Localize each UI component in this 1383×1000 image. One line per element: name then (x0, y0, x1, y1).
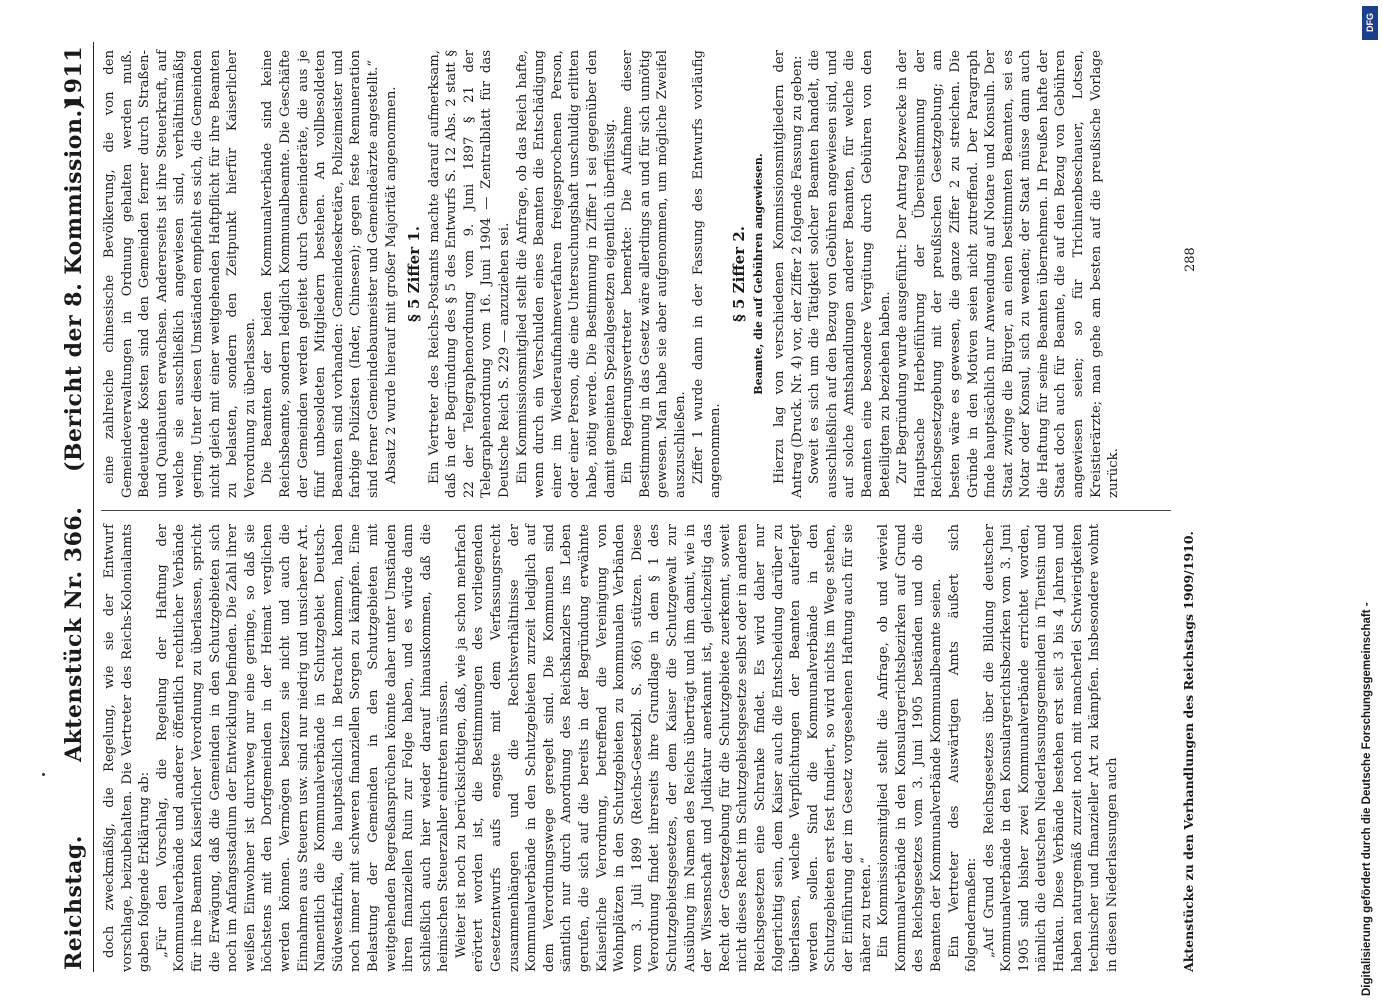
section-heading: § 5 Ziffer 1. (405, 226, 424, 323)
paragraph: Hierzu lag von verschiedenen Kommissionsmitgliedern der Antrag (Druck. Nr. 4) vor, der Ziffer 2 folgende Fassung zu geben: (771, 50, 805, 498)
section-heading: § 5 Ziffer 2. (729, 226, 748, 323)
paragraph: Ziffer 1 wurde dann in der Fassung des Entwurfs vorläufig angenommen. (690, 50, 724, 498)
footer-page-number: 288 (1183, 247, 1198, 272)
column-divider (101, 510, 1171, 511)
left-column (101, 524, 1181, 972)
paragraph: Ein Regierungsvertreter bemerkte: Die Aufnahme dieser Bestimmung in das Gesetz wäre allerdings an und für sich unnötig gewesen. Man habe sie aber aufgenommen, um mögliche Zweifel auszuschließen. (620, 50, 688, 498)
digitization-credit (1355, 6, 1379, 996)
paragraph: Ein Kommissionsmitglied stellt die Anfrage, ob das Reich hafte, wenn durch ein Verschulden eines Beamten die Entschädigung einer im Wiederaufnahmeverfahren freigesprochenen Person, oder einer Person, die eine Untersuchungshaft unschuldig erlitten habe, nötig werde. Die Bestimmung in Ziffer 1 sei gegenüber den damit gemeinten Spezialgesetzen eigentlich überflüssig. (514, 50, 618, 498)
credit-text: Digitalisierung gefördert durch die Deutsche Forschungsgemeinschaft - (1361, 602, 1373, 996)
document-page (55, 42, 1325, 972)
page-header (55, 42, 94, 972)
header-page-number: 1911 (61, 46, 87, 110)
header-report-title: (Bericht der 8. Kommission.) (61, 98, 87, 472)
right-column (101, 50, 1181, 498)
paragraph: Zur Begründung wurde ausgeführt: Der Antrag bezwecke in der Hauptsache Herbeiführung der Übereinstimmung der Reichsgesetzgebung mit der preußischen Gesetzgebung; am besten wäre es gewesen, die ganze Ziffer 2 zu streichen. Die Gründe in den Motiven seien nicht zutreffend. Der Paragraph finde hauptsächlich nur Anwendung auf Notare und Konsuln. Der Staat zwinge die Bürger, an einen bestimmten Beamten, sei es Notar oder Konsul, sich zu wenden; der Staat müsse dann auch die Haftung für seine Beamten übernehmen. In Preußen hafte der Staat doch auch für Beamte, die auf den Bezug von Gebühren angewiesen seien; so für Trichinenbeschauer, Lotsen, Kreistierärzte; man gehe am besten auf die preußische Vorlage zurück. (895, 50, 1122, 498)
paragraph: Ein Vertreter des Auswärtigen Amts äußert sich folgendermaßen: (946, 524, 980, 972)
paragraph: eine zahlreiche chinesische Bevölkerung, die von den Gemeindeverwaltungen in Ordnung gehalten werden muß. Bedeutende Kosten sind den Gemeinden ferner durch Straßen- und Quaibauten erwachsen. Andererseits ist ihre Steuerkraft, auf welche sie ausschließlich angewiesen sind, verhältnismäßig gering. Unter diesen Umständen empfiehlt es sich, die Gemeinden nicht gleich mit einer weitgehenden Haftpflicht für ihre Beamten zu belasten, sondern den Zeitpunkt hierfür Kaiserlicher Verordnung zu überlassen. (102, 50, 258, 498)
paragraph: Absatz 2 wurde hierauf mit großer Majorität angenommen. (383, 86, 399, 484)
columns (101, 42, 1181, 972)
footer-source: Aktenstücke zu den Verhandlungen des Reichstags 1909/1910. (1181, 531, 1196, 972)
paragraph: Ein Vertreter des Reichs-Postamts machte darauf aufmerksam, daß in der Begründung des § 5 des Entwurfs S. 12 Abs. 2 statt § 22 der Telegraphenordnung vom 9. Juni 1897 § 21 der Telegraphenordnung vom 16. Juni 1904 — Zentralblatt für das Deutsche Reich S. 229 — anzuziehen sei. (426, 50, 513, 498)
print-speck (42, 773, 45, 776)
section-subheading: Beamte, die auf Gebühren angewiesen. (752, 153, 766, 395)
header-left: Reichstag. (61, 835, 87, 970)
paragraph: Weiter ist noch zu berücksichtigen, daß, wie ja schon mehrfach erörtert worden ist, die Bestimmungen des vorliegenden Gesetzentwurfs aufs engste mit dem Verfassungsrecht zusammenhängen und die Rechtsverhältnisse der Kommunalverbände in den Schutzgebieten zurzeit lediglich auf dem Verordnungswege geregelt sind. Die Kommunen sind sämtlich nur durch Anordnung des Reichskanzlers ins Leben gerufen, die sich auf die bereits in der Begründung erwähnte Kaiserliche Verordnung, betreffend die Vereinigung von Wohnplätzen in den Schutzgebieten zu kommunalen Verbänden vom 3. Juli 1899 (Reichs-Gesetzbl. S. 366) stützen. Diese Verordnung findet ihrerseits ihre Grundlage in dem § 1 des Schutzgebietsgesetzes, der dem Kaiser die Schutzgewalt zur Ausübung im Namen des Reichs überträgt und ihm damit, wie in der Wissenschaft und Judikatur anerkannt ist, gleichzeitig das Recht der Gesetzgebung für die Schutzgebiete zuerkennt, soweit nicht dieses Recht im Schutzgebietsgesetze selbst oder in anderen Reichsgesetzen eine Schranke findet. Es wird daher nur folgerichtig sein, dem Kaiser auch die Entscheidung darüber zu überlassen, welche Verpflichtungen der Beamten auferlegt werden sollen. Sind die Kommunalverbände in den Schutzgebieten erst fest fundiert, so wird nichts im Wege stehen, der Einführung der im Gesetz vorgesehenen Haftung auch für sie näher zu treten.“ (453, 524, 874, 972)
paragraph: „Auf Grund des Reichsgesetzes über die Bildung deutscher Kommunalverbände in den Konsulargerichtsbezirken vom 3. Juni 1905 sind bisher zwei Kommunalverbände errichtet worden, nämlich die deutschen Niederlassungsgemeinden in Tientsin und Hankau. Diese Verbände bestehen erst seit 3 bis 4 Jahren und haben naturgemäß zurzeit noch mit mancherlei Schwierigkeiten technischer und finanzieller Art zu kämpfen. Insbesondere wohnt in diesen Niederlassungen auch (981, 524, 1120, 972)
header-document-number: Aktenstück Nr. 366. (61, 506, 87, 762)
paragraph: Die Beamten der beiden Kommunalverbände sind keine Reichsbeamte, sondern lediglich Kommunalbeamte. Die Geschäfte der Gemeinden werden geleitet durch Gemeinderäte, die aus je fünf unbesoldeten Mitgliedern bestehen. An vollbesoldeten Beamten sind vorhanden: Gemeindesekretäre, Polizeimeister und farbige Polizisten (Inder, Chinesen); gegen feste Remuneration sind ferner Gemeindebaumeister und Gemeindeärzte angestellt.“ (260, 50, 381, 498)
paragraph: Soweit es sich um die Tätigkeit solcher Beamten handelt, die ausschließlich auf den Bezug von Gebühren angewiesen sind, und auf solche Amtshandlungen anderer Beamten, für welche die Beamten eine besondere Vergütung durch Gebühren von den Beteiligten zu beziehen haben. (807, 50, 893, 498)
paragraph: Ein Kommissionsmitglied stellt die Anfrage, ob und wieviel Kommunalverbände in den Konsulargerichtsbezirken auf Grund des Reichsgesetzes vom 3. Juni 1905 beständen und ob die Beamten der Kommunalverbände Kommunalbeamte seien. (876, 524, 944, 972)
dfg-logo-icon: DFG (1362, 6, 1378, 40)
paragraph: „Für den Vorschlag, die Regelung der Haftung der Kommunalverbände und anderer öffentlich rechtlicher Verbände für ihre Beamten Kaiserlicher Verordnung zu überlassen, spricht die Erwägung, daß die Gemeinden in den Schutzgebieten sich noch im Anfangsstadium der Entwicklung befinden. Die Zahl ihrer weißen Einwohner ist durchweg nur eine geringe, so daß sie höchstens mit den Dorfgemeinden in der Heimat verglichen werden können. Vermögen besitzen sie nicht und auch die Einnahmen aus Steuern usw. sind nur niedrig und unsicherer Art. Namentlich die Kommunalverbände in Schutzgebiet Deutsch-Südwestafrika, die hauptsächlich in Betracht kommen, haben noch immer mit schweren finanziellen Sorgen zu kämpfen. Eine Belastung der Gemeinden in den Schutzgebieten mit weitgehenden Regreßansprüchen könnte daher unter Umständen ihren finanziellen Ruin zur Folge haben, und es würde dann schließlich auch hier wieder darauf hinauskommen, daß die heimischen Steuerzahler eintreten müssen. (154, 524, 452, 972)
paragraph: doch zweckmäßig, die Regelung, wie sie der Entwurf vorschlage, beizubehalten. Die Vertreter des Reichs-Kolonialamts gaben folgende Erklärung ab: (102, 524, 153, 972)
